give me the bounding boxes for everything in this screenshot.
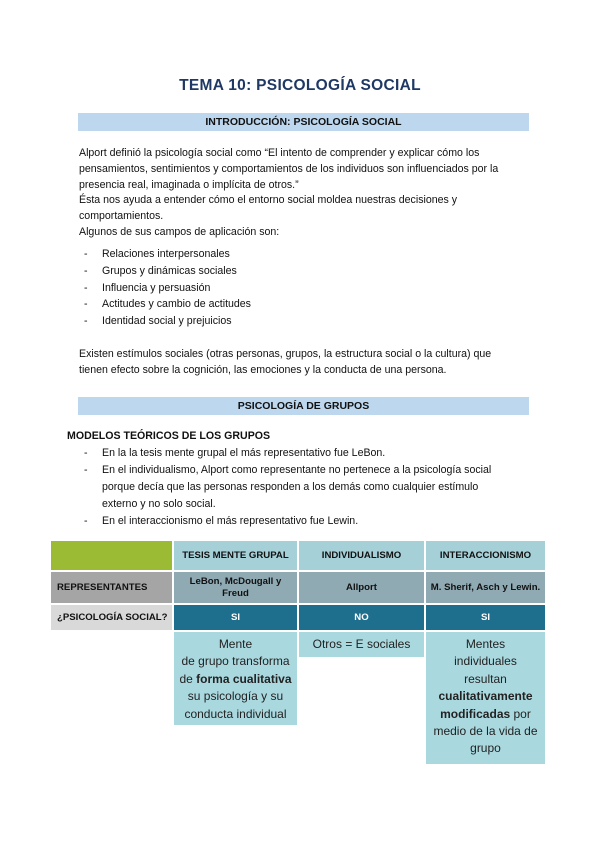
text-line: Algunos de sus campos de aplicación son: [79,225,280,238]
list-item-text: Identidad social y prejuicios [102,315,232,328]
text-line: individuales [454,654,517,669]
text-line [426,706,545,723]
table-cell: Allport [299,572,424,603]
list-item: - Grupos y dinámicas sociales [84,264,237,277]
text-line: resultan [464,671,507,686]
column-header-tesis: TESIS MENTE GRUPAL [174,541,297,570]
text-line: Otros = E sociales [312,637,411,651]
text-line: de grupo transforma [181,654,290,669]
table-cell: LeBon, McDougall y Freud [174,572,297,603]
text-line [174,671,297,688]
list-item: - Actitudes y cambio de actitudes [84,298,251,311]
table-cell: SI [426,605,545,630]
emphasis-text: forma cualitativa [196,671,292,686]
table-header-row [51,541,545,570]
text-line: conducta individual [184,706,287,721]
text-line: Mente [218,637,253,651]
detail-box-tesis [174,632,297,725]
subheading-modelos: MODELOS TEÓRICOS DE LOS GRUPOS [67,430,271,442]
text-line: Mentes [465,637,506,651]
table-cell: SI [174,605,297,630]
applications-list [79,246,529,330]
row-label-psicologia-social: ¿PSICOLOGÍA SOCIAL? [51,605,172,630]
text-line: pensamientos, sentimientos y comportamientos de los individuos son influenciados por la [79,162,499,175]
table-cell: M. Sherif, Asch y Lewin. [426,572,545,603]
table-row [51,572,545,603]
text-fragment: por [510,706,531,721]
text-line: Ésta nos ayuda a entender cómo el entorno social moldea nuestras decisiones y [79,194,458,207]
list-item-text: porque decía que las personas responden a los demás como cualquier estímulo [102,481,479,493]
text-line: medio de la vida de [433,724,538,739]
detail-box-interaccionismo [426,632,545,764]
models-list [79,445,529,530]
table-cell: NO [299,605,424,630]
list-item: - En el individualismo, Alport como representante no pertenece a la psicología social porque decía que las personas responden a los demás como cualquier estímulo externo y no solo social. [84,464,492,510]
page-title: TEMA 10: PSICOLOGÍA SOCIAL [179,77,421,94]
list-item-text: Grupos y dinámicas sociales [102,264,237,277]
list-item: - En la la tesis mente grupal el más representativo fue LeBon. [84,447,386,459]
list-item: - Identidad social y prejuicios [84,315,232,328]
text-line [426,688,545,705]
closing-paragraph [79,347,529,379]
emphasis-text: cualitativamente [438,689,533,704]
text-fragment: de [179,671,197,686]
list-item-text: En el interaccionismo el más representativo fue Lewin. [102,515,359,527]
text-line: presencia real, imaginada o implícita de otros.” [79,178,299,191]
table-corner-cell [51,541,172,570]
column-header-interaccionismo: INTERACCIONISMO [426,541,545,570]
section-heading-introduccion: INTRODUCCIÓN: PSICOLOGÍA SOCIAL [78,113,529,131]
list-item-text: En el individualismo, Alport como representante no pertenece a la psicología social [102,464,492,476]
list-item-text: En la la tesis mente grupal el más representativo fue LeBon. [102,447,386,459]
text-line: grupo [470,741,501,756]
list-item-text: Relaciones interpersonales [102,248,230,260]
text-line: Alport definió la psicología social como “El intento de comprender y explicar cómo los [79,147,480,159]
list-item-text: Influencia y persuasión [102,281,211,294]
table-row [51,605,545,630]
section-heading-grupos: PSICOLOGÍA DE GRUPOS [78,397,529,415]
row-label-representantes: REPRESENTANTES [51,572,172,603]
column-header-individualismo: INDIVIDUALISMO [299,541,424,570]
detail-box-individualismo [299,632,424,657]
text-line: Existen estímulos sociales (otras personas, grupos, la estructura social o la cultura) que [79,348,492,360]
text-line: comportamientos. [79,210,164,223]
list-item: - Relaciones interpersonales [84,248,230,260]
list-item-text: externo y no solo social. [102,498,216,510]
list-item: - En el interaccionismo el más representativo fue Lewin. [84,515,359,527]
emphasis-text: modificadas [440,706,511,721]
intro-paragraph [79,146,529,241]
text-line: tienen efecto sobre la cognición, las emociones y la conducta de una persona. [79,363,447,376]
text-line: su psicología y su [187,689,284,704]
list-item: - Influencia y persuasión [84,281,211,294]
list-item-text: Actitudes y cambio de actitudes [102,298,251,311]
